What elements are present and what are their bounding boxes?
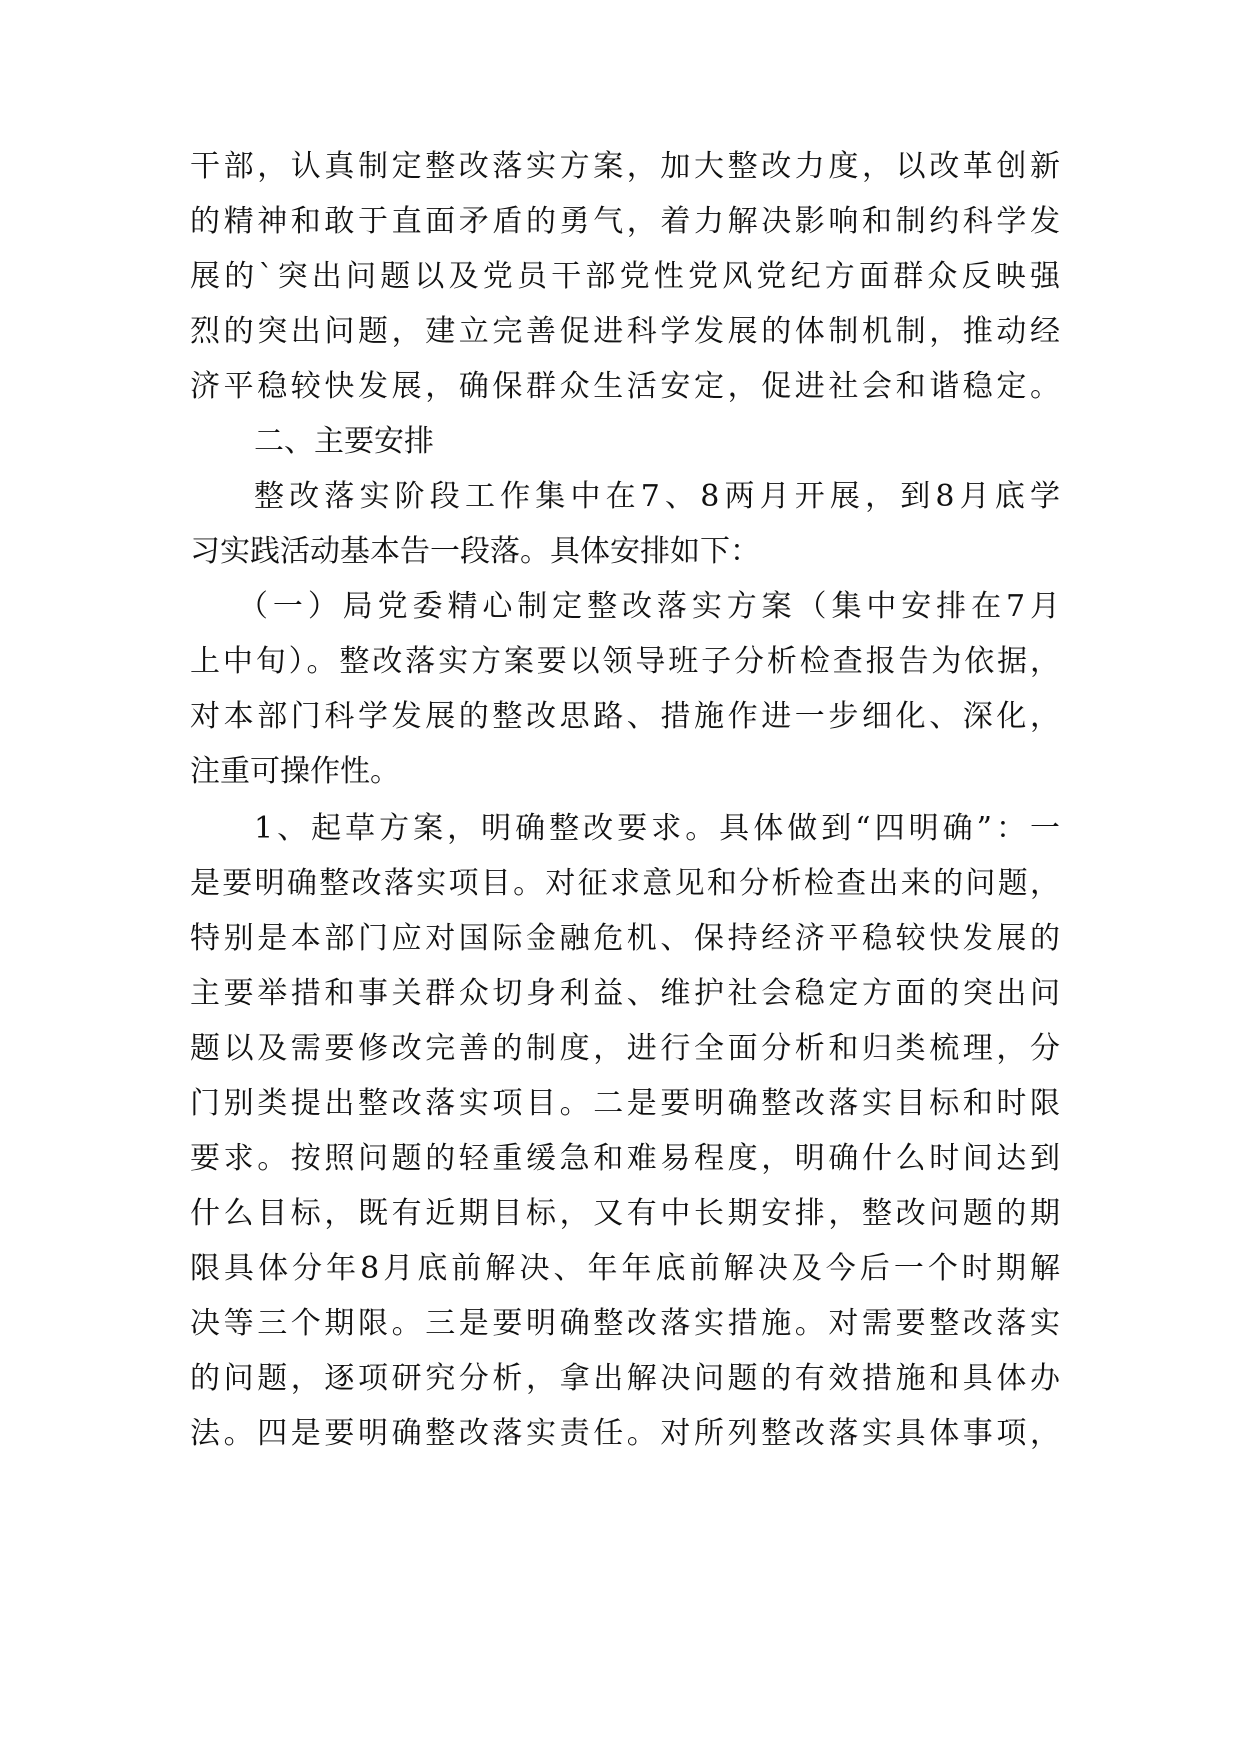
text-line: 决等三个期限。三是要明确整改落实措施。对需要整改落实 [190, 1306, 1060, 1341]
text-line: 主要举措和事关群众切身利益、维护社会稳定方面的突出问 [190, 976, 1060, 1011]
text-line: 限具体分年8月底前解决、年年底前解决及今后一个时期解 [190, 1251, 1060, 1286]
text-line: 干部，认真制定整改落实方案，加大整改力度，以改革创新 [190, 149, 1060, 184]
section-heading: 二、主要安排 [254, 424, 434, 459]
text-line: 的精神和敢于直面矛盾的勇气，着力解决影响和制约科学发 [190, 204, 1060, 239]
text-line: 是要明确整改落实项目。对征求意见和分析检查出来的问题， [190, 866, 1060, 901]
text-line: 门别类提出整改落实项目。二是要明确整改落实目标和时限 [190, 1086, 1060, 1121]
text-line: 什么目标，既有近期目标，又有中长期安排，整改问题的期 [190, 1196, 1060, 1231]
text-line: 习实践活动基本告一段落。具体安排如下： [190, 534, 760, 569]
subsection-heading-line: （一）局党委精心制定整改落实方案（集中安排在7月 [238, 589, 1060, 624]
text-line: 上中旬）。整改落实方案要以领导班子分析检查报告为依据， [190, 644, 1060, 679]
text-line: 济平稳较快发展，确保群众生活安定，促进社会和谐稳定。 [190, 369, 1060, 404]
paragraph-start-line: 整改落实阶段工作集中在7、8两月开展，到8月底学 [254, 479, 1060, 514]
text-line: 法。四是要明确整改落实责任。对所列整改落实具体事项， [190, 1416, 1060, 1451]
text-line: 注重可操作性。 [190, 754, 400, 789]
text-line: 题以及需要修改完善的制度，进行全面分析和归类梳理，分 [190, 1031, 1060, 1066]
text-line: 要求。按照问题的轻重缓急和难易程度，明确什么时间达到 [190, 1141, 1060, 1176]
text-line: 烈的突出问题，建立完善促进科学发展的体制机制，推动经 [190, 314, 1060, 349]
text-line: 特别是本部门应对国际金融危机、保持经济平稳较快发展的 [190, 921, 1060, 956]
text-line: 对本部门科学发展的整改思路、措施作进一步细化、深化， [190, 699, 1060, 734]
text-line: 展的`突出问题以及党员干部党性党风党纪方面群众反映强 [190, 259, 1060, 294]
paragraph-start-line: 1、起草方案，明确整改要求。具体做到“四明确”：一 [254, 811, 1060, 846]
text-line: 的问题，逐项研究分析，拿出解决问题的有效措施和具体办 [190, 1361, 1060, 1396]
